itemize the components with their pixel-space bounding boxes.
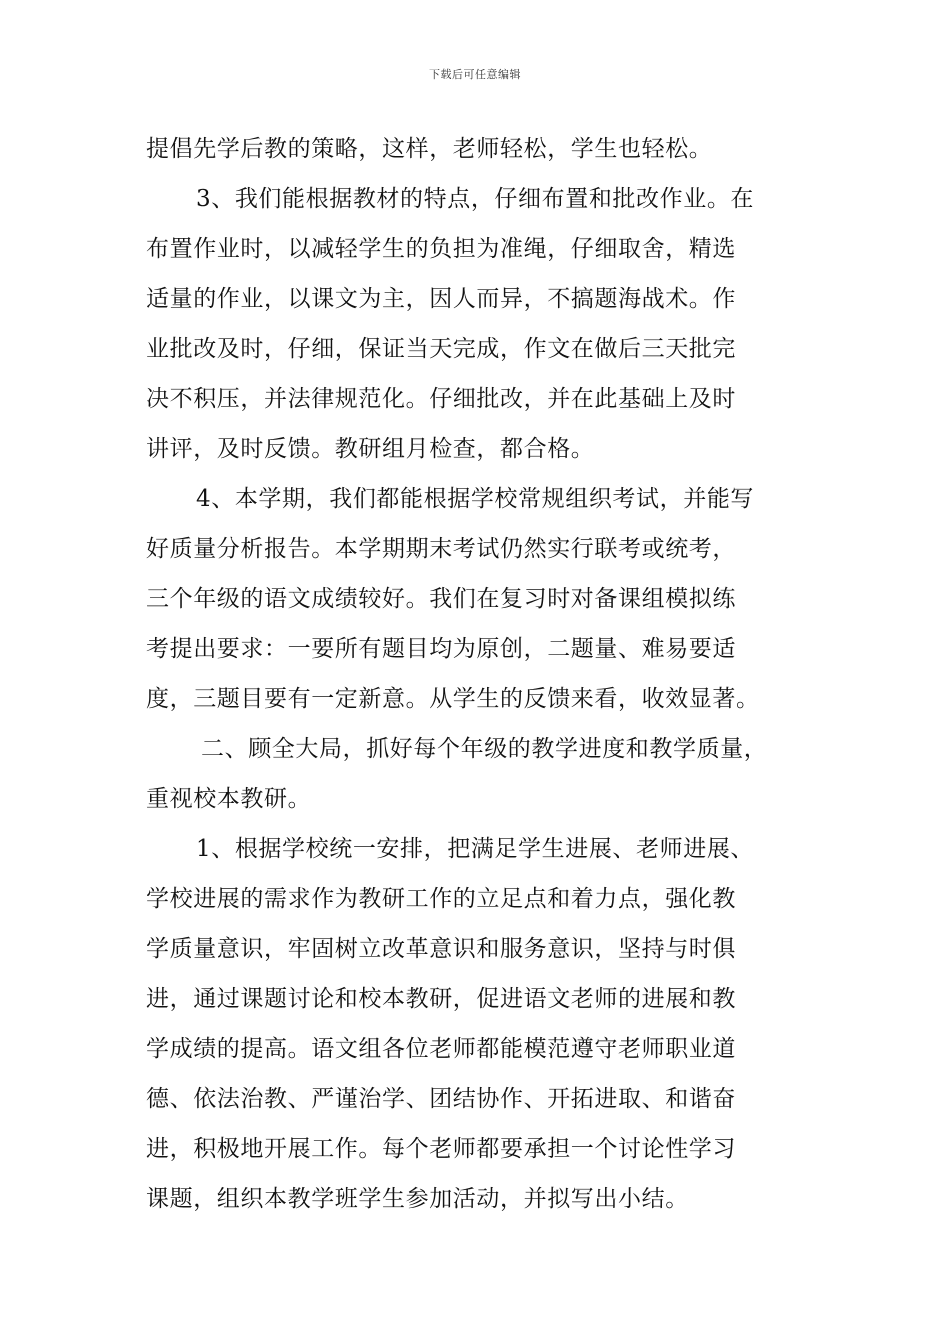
body-line-13: 二、顾全大局，抓好每个年级的教学进度和教学质量， xyxy=(201,736,768,762)
body-line-17: 学质量意识，牢固树立改革意识和服务意识，坚持与时俱 xyxy=(146,936,736,962)
body-line-8: 4、本学期，我们都能根据学校常规组织考试，并能写 xyxy=(196,486,755,512)
body-line-4: 适量的作业，以课文为主，因人而异，不搞题海战术。作 xyxy=(146,286,736,312)
body-line-16: 学校进展的需求作为教研工作的立足点和着力点，强化教 xyxy=(146,886,736,912)
body-line-19: 学成绩的提高。语文组各位老师都能模范遵守老师职业道 xyxy=(146,1036,736,1062)
body-line-7: 讲评，及时反馈。教研组月检查，都合格。 xyxy=(146,436,595,462)
body-line-1: 提倡先学后教的策略，这样，老师轻松，学生也轻松。 xyxy=(146,136,713,162)
body-line-12: 度，三题目要有一定新意。从学生的反馈来看，收效显著。 xyxy=(146,686,760,712)
body-line-22: 课题，组织本教学班学生参加活动，并拟写出小结。 xyxy=(146,1186,689,1212)
body-line-18: 进，通过课题讨论和校本教研，促进语文老师的进展和教 xyxy=(146,986,736,1012)
body-line-9: 好质量分析报告。本学期期末考试仍然实行联考或统考， xyxy=(146,536,736,562)
body-line-2: 3、我们能根据教材的特点，仔细布置和批改作业。在 xyxy=(196,186,755,212)
body-line-14: 重视校本教研。 xyxy=(146,786,312,812)
body-line-11: 考提出要求：一要所有题目均为原创，二题量、难易要适 xyxy=(146,636,736,662)
body-line-10: 三个年级的语文成绩较好。我们在复习时对备课组模拟练 xyxy=(146,586,736,612)
body-line-20: 德、依法治教、严谨治学、团结协作、开拓进取、和谐奋 xyxy=(146,1086,736,1112)
body-line-6: 决不积压，并法律规范化。仔细批改，并在此基础上及时 xyxy=(146,386,736,412)
body-line-21: 进，积极地开展工作。每个老师都要承担一个讨论性学习 xyxy=(146,1136,736,1162)
body-line-15: 1、根据学校统一安排，把满足学生进展、老师进展、 xyxy=(196,836,755,862)
page-header: 下载后可任意编辑 xyxy=(429,68,521,81)
body-line-3: 布置作业时，以减轻学生的负担为准绳，仔细取舍，精选 xyxy=(146,236,736,262)
body-line-5: 业批改及时，仔细，保证当天完成，作文在做后三天批完 xyxy=(146,336,736,362)
